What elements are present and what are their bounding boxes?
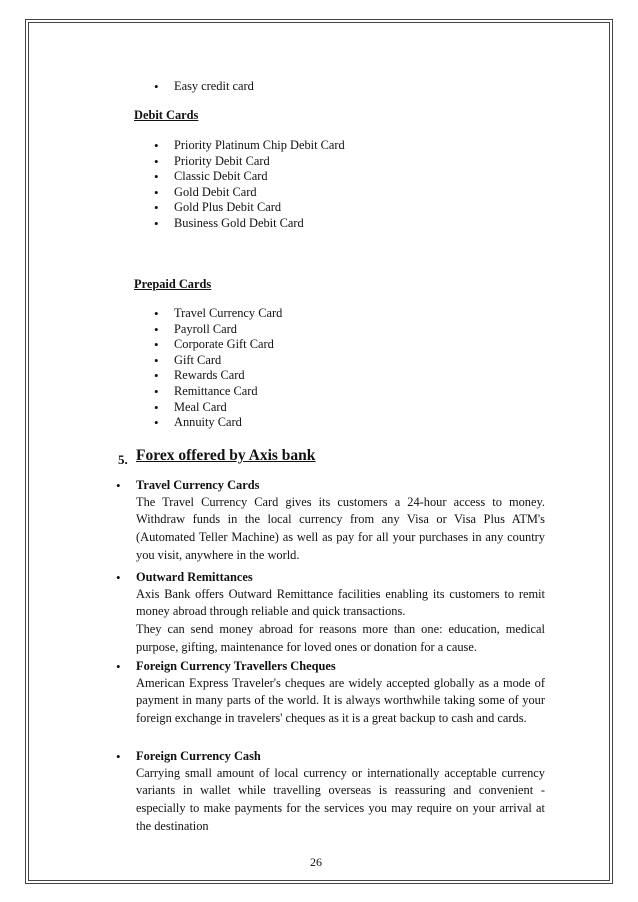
forex-item-outward-remittances: [116, 570, 545, 656]
forex-item-text: The Travel Currency Card gives its customers a 24-hour access to money. Withdraw funds in the local currency from any Visa or Visa Plus ATM's (Automated Teller Machine) as well as pay for all your purchases in any country you visit, anywhere in the world.: [136, 494, 545, 562]
forex-item-text-2: They can send money abroad for reasons more than one: education, medical purpose, gifting, maintenance for loved ones or donation for a cause.: [136, 621, 545, 654]
list-item: • Travel Currency Card: [154, 306, 282, 322]
credit-card-list: [154, 79, 254, 95]
prepaid-cards-heading: Prepaid Cards: [134, 277, 212, 291]
list-item: • Rewards Card: [154, 368, 282, 384]
prepaid-card-list: [154, 306, 282, 431]
bullet-icon: •: [116, 659, 121, 674]
page-number: 26: [310, 855, 322, 869]
list-item: • Gift Card: [154, 353, 282, 369]
forex-item-text: Axis Bank offers Outward Remittance facilities enabling its customers to remit money abroad through reliable and quick transactions.: [136, 586, 545, 619]
forex-item-text: American Express Traveler's cheques are widely accepted globally as a mode of payment in many parts of the world. It is always worthwhile taking some of your foreign exchange in travelers' cheques as it is a great backup to cash and cards.: [136, 675, 545, 725]
forex-item-title: Foreign Currency Travellers Cheques: [136, 659, 336, 673]
bullet-icon: •: [116, 749, 121, 764]
list-item: • Gold Plus Debit Card: [154, 200, 345, 216]
list-item: • Annuity Card: [154, 415, 282, 431]
bullet-icon: •: [116, 570, 121, 585]
forex-item-text: Carrying small amount of local currency or internationally acceptable currency variants in wallet while travelling overseas is reassuring and convenient - especially to make payments for the services you may require on your arrival at the destination: [136, 765, 545, 833]
forex-item-travellers-cheques: [116, 659, 545, 728]
forex-item-title: Travel Currency Cards: [136, 478, 260, 492]
list-item: • Priority Debit Card: [154, 154, 345, 170]
list-item: • Meal Card: [154, 400, 282, 416]
debit-card-list: [154, 138, 345, 232]
list-item: • Business Gold Debit Card: [154, 216, 345, 232]
list-item: • Gold Debit Card: [154, 185, 345, 201]
section-number: 5.: [118, 452, 128, 467]
bullet-icon: •: [116, 478, 121, 493]
list-item: • Remittance Card: [154, 384, 282, 400]
list-item: • Priority Platinum Chip Debit Card: [154, 138, 345, 154]
forex-item-title: Foreign Currency Cash: [136, 749, 261, 763]
list-item: • Payroll Card: [154, 322, 282, 338]
forex-item-title: Outward Remittances: [136, 570, 253, 584]
forex-item-currency-cash: [116, 749, 545, 835]
debit-cards-heading: Debit Cards: [134, 108, 199, 122]
list-item: • Classic Debit Card: [154, 169, 345, 185]
list-item: • Easy credit card: [154, 79, 254, 95]
section-title: Forex offered by Axis bank: [136, 447, 316, 464]
forex-item-travel-currency: [116, 478, 545, 564]
list-item: • Corporate Gift Card: [154, 337, 282, 353]
